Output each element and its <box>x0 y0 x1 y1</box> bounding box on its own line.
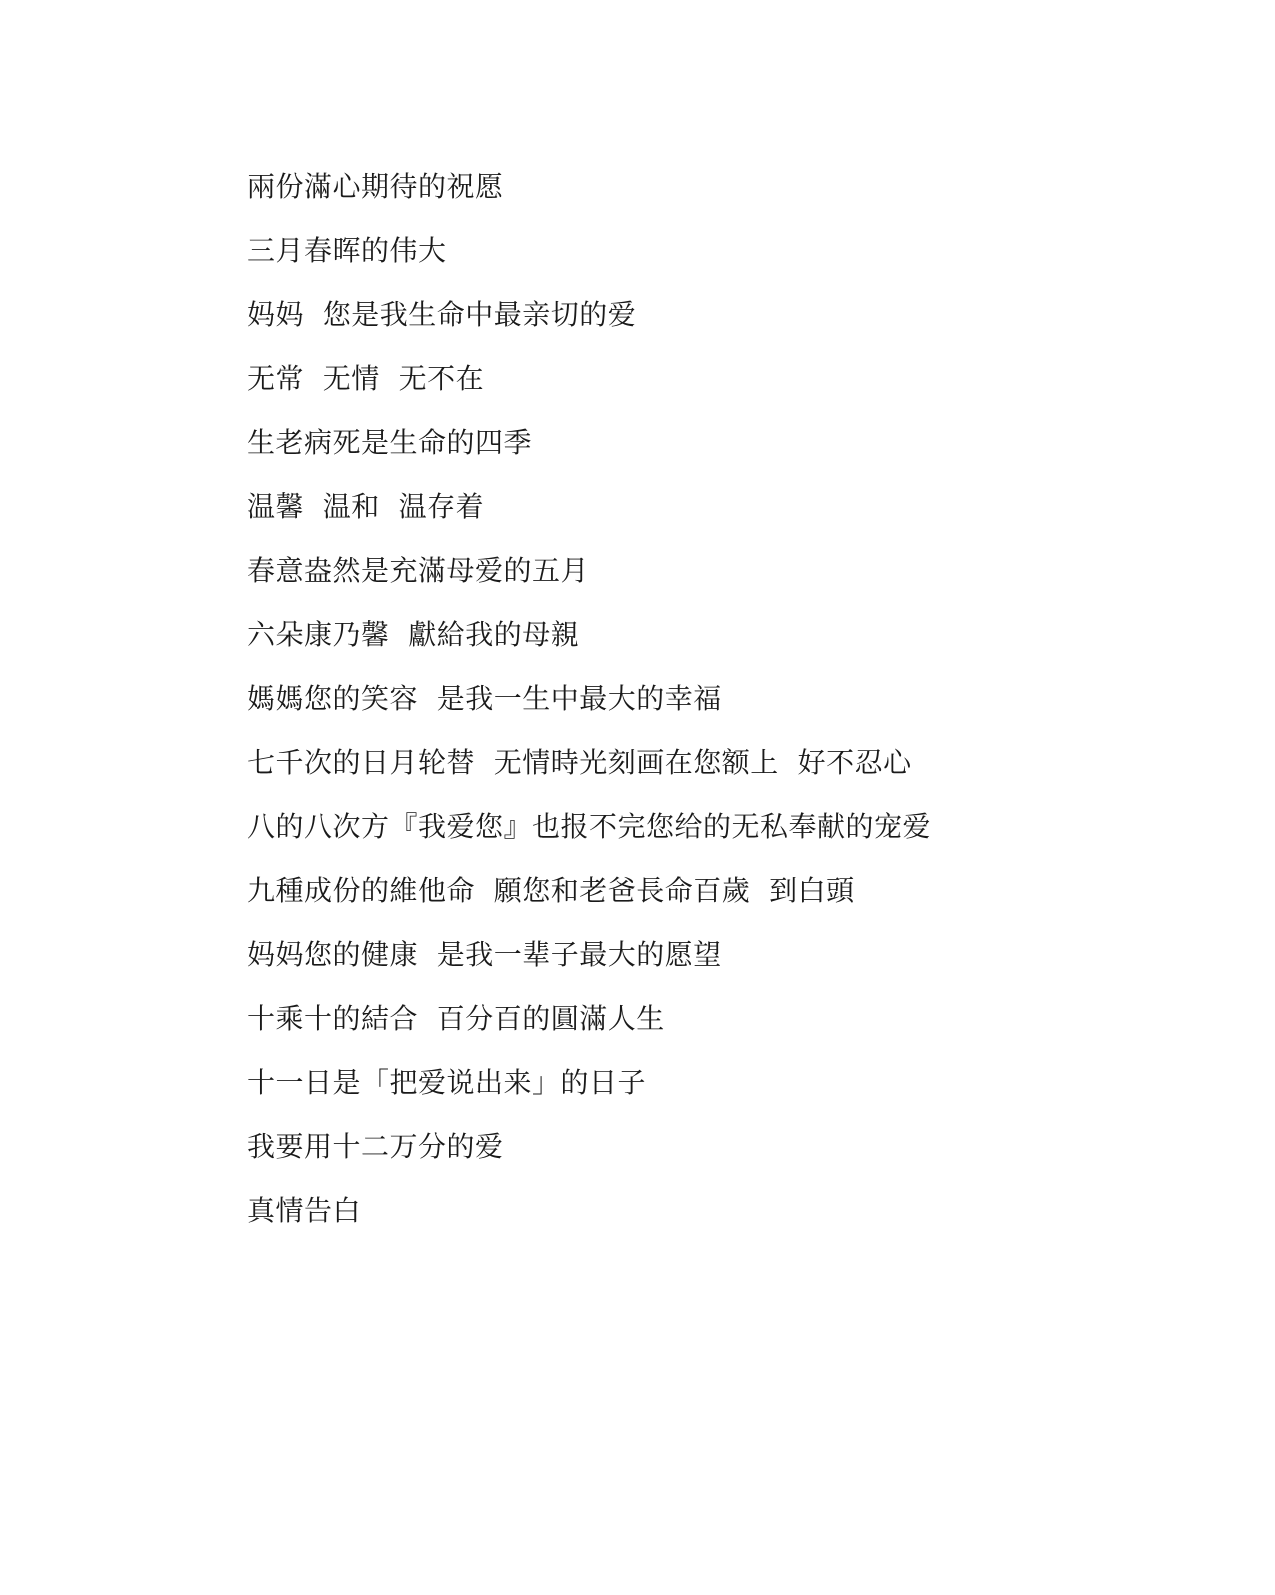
poem-line-4: 无常 无情 无不在 <box>247 362 485 395</box>
poem-line-15: 十一日是「把爱说出来」的日子 <box>247 1066 647 1099</box>
poem-body <box>247 166 931 1254</box>
poem-line-6: 温馨 温和 温存着 <box>247 490 485 523</box>
poem-line-16: 我要用十二万分的爱 <box>247 1130 504 1163</box>
poem-line-13: 妈妈您的健康 是我一辈子最大的愿望 <box>247 938 722 971</box>
poem-line-7: 春意盎然是充滿母爱的五月 <box>247 554 590 587</box>
poem-line-1: 兩份滿心期待的祝愿 <box>247 170 504 203</box>
poem-line-9: 媽媽您的笑容 是我一生中最大的幸福 <box>247 682 722 715</box>
poem-line-14: 十乘十的結合 百分百的圓滿人生 <box>247 1002 665 1035</box>
poem-line-8: 六朵康乃馨 獻給我的母親 <box>247 618 580 651</box>
poem-line-3: 妈妈 您是我生命中最亲切的爱 <box>247 298 637 331</box>
poem-line-5: 生老病死是生命的四季 <box>247 426 533 459</box>
poem-line-10: 七千次的日月轮替 无情時光刻画在您额上 好不忍心 <box>247 746 912 779</box>
poem-line-2: 三月春晖的伟大 <box>247 234 447 267</box>
poem-line-17: 真情告白 <box>247 1194 362 1227</box>
poem-line-11: 八的八次方『我爱您』也报不完您给的无私奉献的宠爱 <box>247 810 932 843</box>
poem-line-12: 九種成份的維他命 願您和老爸長命百歲 到白頭 <box>247 874 855 907</box>
